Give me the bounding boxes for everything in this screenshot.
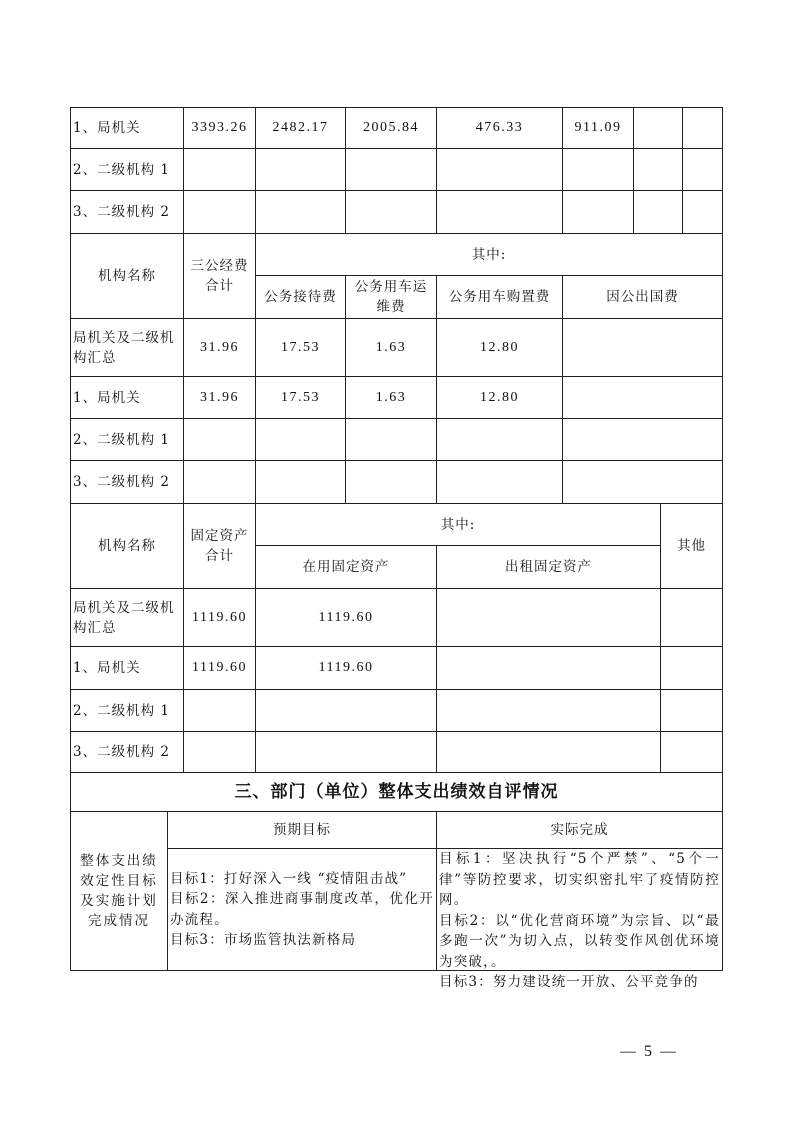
sub-header: 出租固定资产 [505,559,592,575]
row-name: 2、二级机构 1 [73,161,170,178]
row-name: 1、局机关 [73,660,141,676]
cell-value [563,377,722,418]
cell-value: 3393.26 [191,120,248,135]
cell-value: 31.96 [200,339,239,355]
actual-results [437,849,722,990]
header-other: 其他 [677,538,706,554]
header-org-name: 机构名称 [98,268,156,284]
header-group: 其中: [471,246,507,263]
sub-header: 公务用车运维费 [354,279,428,315]
row-name: 3、二级机构 2 [73,204,170,220]
cell-value [437,647,660,689]
sub-header: 因公出国费 [606,289,679,305]
col-header-expected: 预期目标 [273,822,331,838]
header-group: 其中: [440,516,476,533]
header-org-name: 机构名称 [98,538,156,554]
row-name: 局机关及二级机构汇总 [73,329,175,366]
sub-header: 公务接待费 [264,289,337,305]
cell-value: 1119.60 [318,660,374,675]
actual-result-2: 目标2：以“优化营商环境”为宗旨、以“最多跑一次”为切入点，以转变作风创优环境为突破，。 [439,912,720,970]
col-header-actual: 实际完成 [550,822,609,838]
expected-goals [168,849,436,970]
expected-goal-3: 目标3：市场监管执法新格局 [170,932,357,948]
cell-value: 2482.17 [272,120,329,135]
row-name: 2、二级机构 1 [73,431,170,448]
cell-value [563,319,722,376]
cell-value [661,647,722,689]
cell-value: 1119.60 [192,660,247,675]
sub-header: 公务用车购置费 [448,289,551,305]
cell-value: 1.63 [375,339,407,355]
cell-value: 911.09 [574,120,622,135]
sub-header: 在用固定资产 [302,559,390,575]
row-label: 整体支出绩效定性目标及实施计划完成情况 [80,853,158,929]
cell-value: 2005.84 [363,120,419,135]
cell-value: 1.63 [375,389,407,405]
section-title: 三、部门（单位）整体支出绩效自评情况 [234,782,559,802]
row-name: 2、二级机构 1 [73,702,170,719]
row-name: 1、局机关 [73,389,141,406]
page-number: — 5 — [620,1043,678,1060]
cell-value: 476.33 [475,120,524,135]
actual-result-3: 目标3：努力建设统一开放、公平竞争的 [439,974,699,990]
cell-value: 17.53 [281,339,320,355]
cell-value [634,108,682,148]
cell-value [661,589,722,646]
cell-value: 31.96 [200,389,239,405]
cell-value: 17.53 [281,389,320,405]
header-total: 固定资产合计 [190,528,249,564]
cell-value: 12.80 [480,389,519,405]
row-name: 3、二级机构 2 [73,744,170,760]
cell-value: 12.80 [480,339,519,355]
cell-value: 1119.60 [192,609,247,625]
row-name: 3、二级机构 2 [73,474,170,490]
cell-value [437,589,660,646]
actual-result-1: 目标1：坚决执行“5个严禁”、“5个一律”等防控要求，切实织密扎牢了疫情防控网。 [439,851,720,908]
row-name: 1、局机关 [73,120,141,136]
row-name: 局机关及二级机构汇总 [73,599,175,636]
expected-goal-1: 目标1：打好深入一线 “疫情阻击战” [170,870,408,887]
expected-goal-2: 目标2：深入推进商事制度改革，优化开办流程。 [170,891,434,928]
cell-value [683,108,722,148]
cell-value: 1119.60 [318,609,374,625]
header-total: 三公经费合计 [190,258,249,294]
table-border-right [722,107,723,971]
